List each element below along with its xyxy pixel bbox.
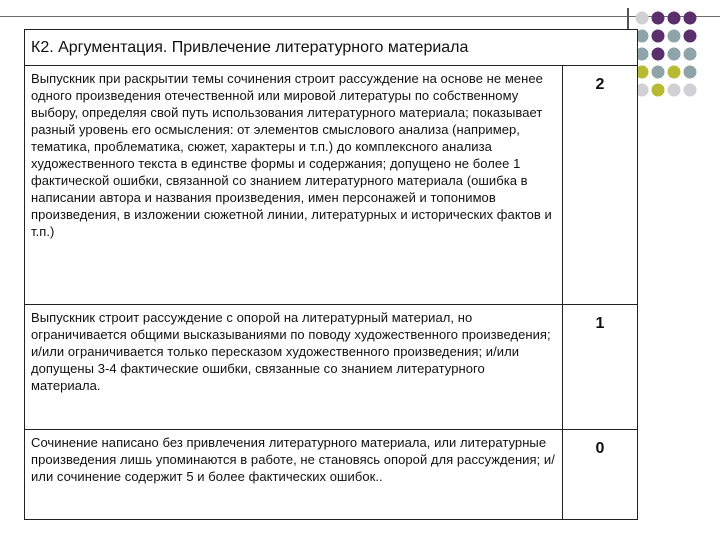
decorative-dot — [684, 48, 697, 61]
table-row — [25, 430, 638, 520]
decorative-dot — [684, 30, 697, 43]
decorative-dot — [668, 30, 681, 43]
score-value: 1 — [563, 305, 638, 430]
decorative-dot — [652, 84, 665, 97]
decorative-dot — [652, 30, 665, 43]
decorative-dot-grid — [630, 8, 720, 120]
decorative-dot — [652, 48, 665, 61]
criterion-text: Сочинение написано без привлечения литературного материала, или литературные произведения лишь упоминаются в работе, не становясь опорой для рассуждения; и/или сочинение содержит 5 и более фактических ошибок.. — [25, 430, 563, 520]
decorative-dot — [684, 12, 697, 25]
table-header-row — [25, 30, 638, 66]
criterion-text: Выпускник строит рассуждение с опорой на литературный материал, но ограничивается общими высказываниями по поводу художественного произведения; и/или ограничивается только пересказом художественного произведения; и/или допущены 3-4 фактические ошибки, связанные со знанием литературного материала. — [25, 305, 563, 430]
decorative-dot — [652, 12, 665, 25]
decorative-dot — [668, 66, 681, 79]
decorative-dot — [684, 84, 697, 97]
table-row — [25, 305, 638, 430]
decorative-dot — [668, 48, 681, 61]
table-row — [25, 66, 638, 305]
decorative-dot — [636, 12, 649, 25]
criterion-text: Выпускник при раскрытии темы сочинения строит рассуждение на основе не менее одного произведения отечественной или мировой литературы по собственному выбору, определяя свой путь использования литературного материала; показывает разный уровень его осмысления: от элементов смыслового анализа (например, тематика, проблематика, сюжет, характеры и т.п.) до комплексного анализа художественного текста в единстве формы и содержания; допущено не более 1 фактической ошибки, связанной со знанием литературного материала (ошибка в написании автора и названия произведения, имен персонажей и топонимов произведения, в изложении сюжетной линии, литературных и исторических фактов и т.п.) — [25, 66, 563, 305]
table-title: К2. Аргументация. Привлечение литературного материала — [25, 30, 638, 66]
top-horizontal-rule — [0, 16, 720, 17]
score-value: 2 — [563, 66, 638, 305]
decorative-dot — [668, 84, 681, 97]
decorative-dot — [684, 66, 697, 79]
decorative-dot — [652, 66, 665, 79]
score-value: 0 — [563, 430, 638, 520]
decorative-dot — [668, 12, 681, 25]
criteria-table — [24, 29, 638, 520]
